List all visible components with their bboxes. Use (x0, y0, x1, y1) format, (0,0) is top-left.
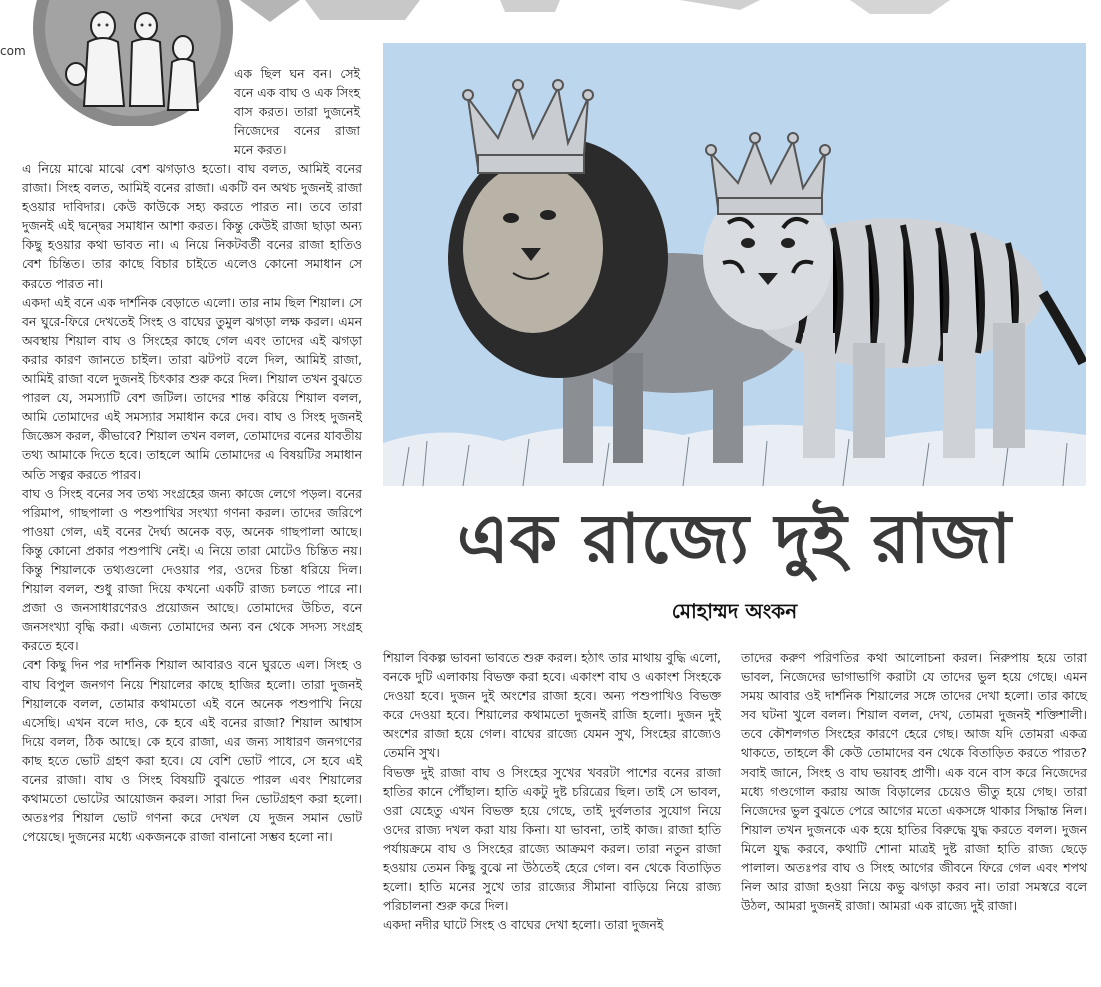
paragraph: শিয়াল বিকল্প ভাবনা ভাবতে শুরু করল। হঠাৎ তার মাথায় বুদ্ধি এলো, বনকে দুটি এলাকায় বিভক্ত করা হবে। একাংশ বাঘ ও একাংশ সিংহকে দেওয়া হবে। দুজন দুই অংশের রাজা হবে। অন্য পশুপাখিও বিভক্ত করে দেওয়া হবে। শিয়ালের কথামতো দুজনই রাজি হলো। দুজন দুই অংশের রাজা হয়ে গেল। বাঘের রাজ্যে যেমন সুখ, সিংহের রাজ্যেও তেমনি সুখ। (383, 650, 721, 761)
paragraph: একদা নদীর ঘাটে সিংহ ও বাঘের দেখা হলো। তারা দুজনই (383, 917, 664, 933)
tiger-figure (703, 186, 1083, 458)
paragraph: বিভক্ত দুই রাজা বাঘ ও সিংহের সুখের খবরটা পাশের বনের রাজা হাতির কানে পৌঁছাল। হাতি একটু দুষ্ট চরিত্রের ছিল। তাই সে ভাবল, ওরা যেহেতু এখন বিভক্ত হয়ে গেছে, তাই দুর্বলতার সুযোগ নিয়ে ওদের রাজ্য দখল করা যায় কিনা। যা ভাবনা, তাই কাজ। রাজা হাতি পর্যায়ক্রমে বাঘ ও সিংহের রাজ্যে আক্রমণ করল। তারা নতুন রাজা হওয়ায় তেমন কিছু বুঝে না উঠতেই হেরে গেল। বন থেকে বিতাড়িত হলো। হাতি মনের সুখে তার রাজ্যের সীমানা বাড়িয়ে নিয়ে রাজ্য পরিচালনা শুরু করে দিল। (383, 764, 721, 914)
section-logo-badge (28, 0, 238, 126)
tiger-crown (706, 133, 830, 214)
column-1 (22, 159, 362, 846)
paragraph: বেশ কিছু দিন পর দার্শনিক শিয়াল আবারও বনে ঘুরতে এল। সিংহ ও বাঘ বিপুল জনগণ নিয়ে শিয়ালের কাছে হাজির হলো। তারা দুজনই শিয়ালকে বলল, তোমার কথামতো এই বনে অনেক পশুপাখি নিয়ে এসেছি। এখন বলে দাও, কে হবে এই বনের রাজা? শিয়াল আশ্বাস দিয়ে বলল, ঠিক আছে। কে হবে রাজা, এর জন্য সাধারণ জনগণের কাছ হতে ভোট গ্রহণ করা হবে। যে বেশি ভোট পাবে, সে হবে এই বনের রাজা। বাঘ ও সিংহ বিষয়টি বুঝতে পারল এবং শিয়ালের কথামতো ভোটের আয়োজন করল। সারা দিন ভোটগ্রহণ করা হলো। অতঃপর শিয়াল ভোট গণনা করে দেখল যে দুজন সমান ভোট পেয়েছে। দুজনের মধ্যে একজনকে রাজা বানানো সম্ভব হলো না। (22, 657, 362, 845)
paragraph: এ নিয়ে মাঝে মাঝে বেশ ঝগড়াও হতো। বাঘ বলত, আমিই বনের রাজা। সিংহ বলত, আমিই বনের রাজা। একটি বন অথচ দুজনই রাজা হওয়ার দাবিদার। কেউ কাউকে সহ্য করতে পারত না। তবে তারা দুজনই এই দ্বন্দ্বের সমাধান আশা করত। কিন্তু কেউই রাজা ছাড়া অন্য কিছু হওয়ার কথা ভাবত না। এ নিয়ে নিকটবর্তী বনের রাজা হাতিও বেশ চিন্তিত। তার কাছে বিচার চাইতে এলেও কোনো সমাধান সে করতে পারত না। (22, 161, 362, 291)
paragraph: তাদের করুণ পরিণতির কথা আলোচনা করল। নিরুপায় হয়ে তারা ভাবল, নিজেদের ভাগাভাগি করাটা যে তাদের ভুল হয়ে গেছে। এমন সময় আবার ওই দার্শনিক শিয়ালের সঙ্গে তাদের দেখা হলো। তার কাছে সব ঘটনা খুলে বলল। শিয়াল বলল, দেখ, তোমরা দুজনই শক্তিশালী। তবে কৌশলগত সিংহের কারণে হেরে গেছ। আজ যদি তোমরা একত্র থাকতে, তাহলে কী কেউ তোমাদের বন থেকে বিতাড়িত করতে পারত? সবাই জানে, সিংহ ও বাঘ ভয়াবহ প্রাণী। এক বনে বাস করে নিজেদের মধ্যে গণ্ডগোল করায় আজ বিড়ালের চেয়েও ভীতু হয়ে গেছ। তারা নিজেদের ভুল বুঝতে পেরে আগের মতো একসঙ্গে থাকার সিদ্ধান্ত নিল। শিয়াল তখন দুজনকে এক হয়ে হাতির বিরুদ্ধে যুদ্ধ করতে বলল। দুজন মিলে যুদ্ধ করবে, কথাটি শোনা মাত্রই দুষ্ট রাজা হাতি রাজ্য ছেড়ে পালাল। অতঃপর বাঘ ও সিংহ আগের জীবনে ফিরে গেল এবং শপথ নিল আর রাজা হওয়া নিয়ে কভু ঝগড়া করব না। তারা সমস্বরে বলে উঠল, আমরা দুজনই রাজা। আমরা এক রাজ্যে দুই রাজা। (741, 650, 1087, 914)
article-title: এক রাজ্যে দুই রাজা (456, 500, 1013, 579)
paragraph: বাঘ ও সিংহ বনের সব তথ্য সংগ্রহের জন্য কাজে লেগে পড়ল। বনের পরিমাপ, গাছপালা ও পশুপাখির সংখ্যা গণনা করল। তাদের জরিপে পাওয়া গেল, এই বনের দৈর্ঘ্য অনেক বড়, অনেক গাছপালা আছে। কিন্তু কোনো প্রকার পশুপাখি নেই। এ নিয়ে তারা মোটেও চিন্তিত নয়। কিন্তু শিয়ালকে তথ্যগুলো দেওয়ার পর, ওদের চিন্তা ধরিয়ে দিল। শিয়াল বলল, শুধু রাজা দিয়ে কখনো একটি রাজ্য চলতে পারে না। প্রজা ও জনসাধারণেরও প্রয়োজন আছে। তোমাদের উচিত, বনে জনসংখ্যা বৃদ্ধি করা। এজন্য তোমাদের অন্য বন থেকে সদস্য সংগ্রহ করতে হবে। (22, 485, 362, 654)
lion-crown (463, 80, 593, 173)
column-3 (741, 648, 1087, 915)
site-fragment: com (0, 44, 26, 58)
author-name: মোহাম্মদ অংকন (671, 599, 798, 623)
paragraph: একদা এই বনে এক দার্শনিক বেড়াতে এলো। তার নাম ছিল শিয়াল। সে বন ঘুরে-ফিরে দেখতেই সিংহ ও বাঘের তুমুল ঝগড়া লক্ষ করল। এমন অবস্থায় শিয়াল বাঘ ও সিংহের কাছে গেল এবং তাদের এই ঝগড়া করার কারণ জানতে চাইল। তারা ঝটপট বলে দিল, আমিই রাজা, আমিই রাজা বলে দুজনই চিৎকার শুরু করে দিল। শিয়াল তখন বুঝতে পারল যে, সমস্যাটি বেশ জটিল। তাদের শান্ত করিয়ে শিয়াল বলল, আমি তোমাদের এই সমস্যার সমাধান করে দেব। বাঘ ও সিংহ দুজনই জিজ্ঞেস করল, কীভাবে? শিয়াল তখন বলল, তোমাদের বনের যাবতীয় তথ্য আমাকে দিতে হবে। তাহলে আমি তোমাদের এ বিষয়টির সমাধান অতি সত্বর করতে পারব। (22, 294, 362, 482)
column-2 (383, 648, 721, 934)
intro-paragraph: এক ছিল ঘন বন। সেই বনে এক বাঘ ও এক সিংহ বাস করত। তারা দুজনেই নিজেদের বনের রাজা মনে করত। (234, 66, 360, 158)
hero-illustration (383, 43, 1086, 486)
lion-and-tiger-illustration (383, 43, 1086, 486)
